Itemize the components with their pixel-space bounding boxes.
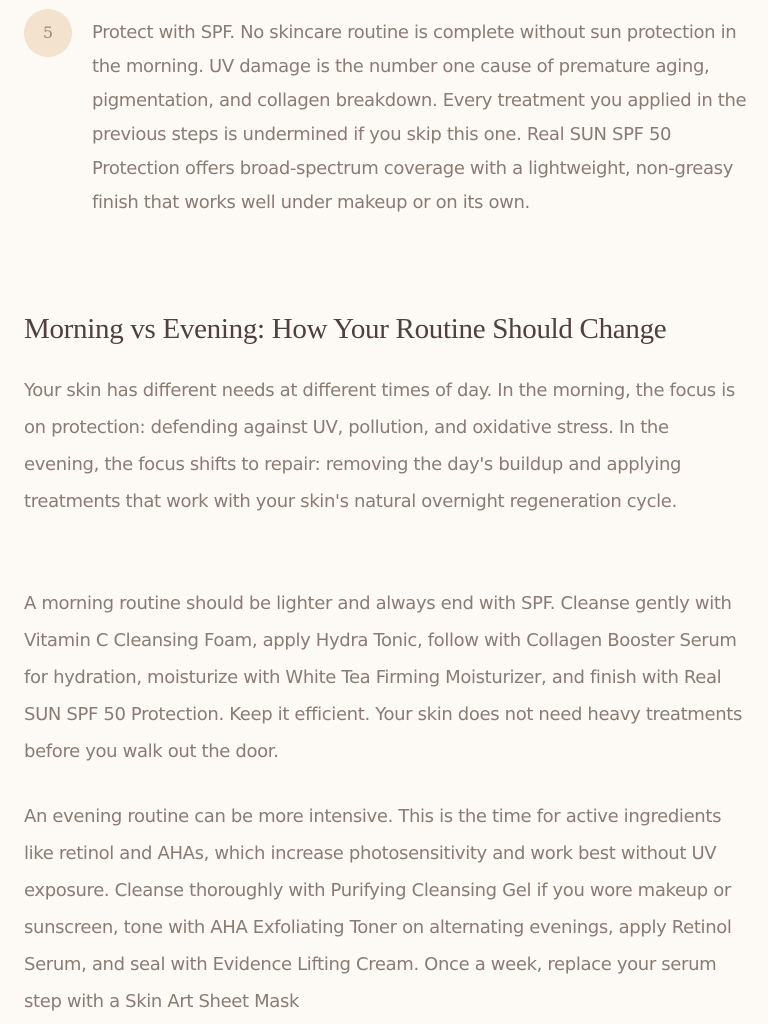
step-description: Protect with SPF. No skincare routine is complete without sun protection in the morning. UV damage is the number one cause of premature aging, pigmentation, and collagen breakdown. Every treatment you applied in the previous steps is undermined if you skip this one. Real SUN SPF 50 Protection offers broad-spectrum coverage with a lightweight, non-greasy finish that works well under makeup or on its own.	[92, 22, 747, 213]
section-paragraph: A morning routine should be lighter and always end with SPF. Cleanse gently with Vitamin C Cleansing Foam, apply Hydra Tonic, follow with Collagen Booster Serum for hydration, moisturize with White Tea Firming Moisturizer, and finish with Real SUN SPF 50 Protection. Keep it efficient. Your skin does not need heavy treatments before you walk out the door.	[24, 593, 743, 762]
section-paragraph: An evening routine can be more intensive. This is the time for active ingredients like retinol and AHAs, which increase photosensitivity and work best without UV exposure. Cleanse thoroughly with Purifying Cleansing Gel if you wore makeup or sunscreen, tone with AHA Exfoliating Toner on alternating evenings, apply Retinol Serum, and seal with Evidence Lifting Cream. Once a week, replace your serum step with a Skin Art Sheet Mask	[24, 806, 732, 1012]
section-heading: Morning vs Evening: How Your Routine Should Change	[24, 313, 667, 345]
section-paragraph: Your skin has different needs at different times of day. In the morning, the focus is on protection: defending against UV, pollution, and oxidative stress. In the evening, the focus shifts to repair: removing the day's buildup and applying treatments that work with your skin's natural overnight regeneration cycle.	[24, 380, 735, 512]
step-number-badge: 5	[24, 9, 72, 57]
